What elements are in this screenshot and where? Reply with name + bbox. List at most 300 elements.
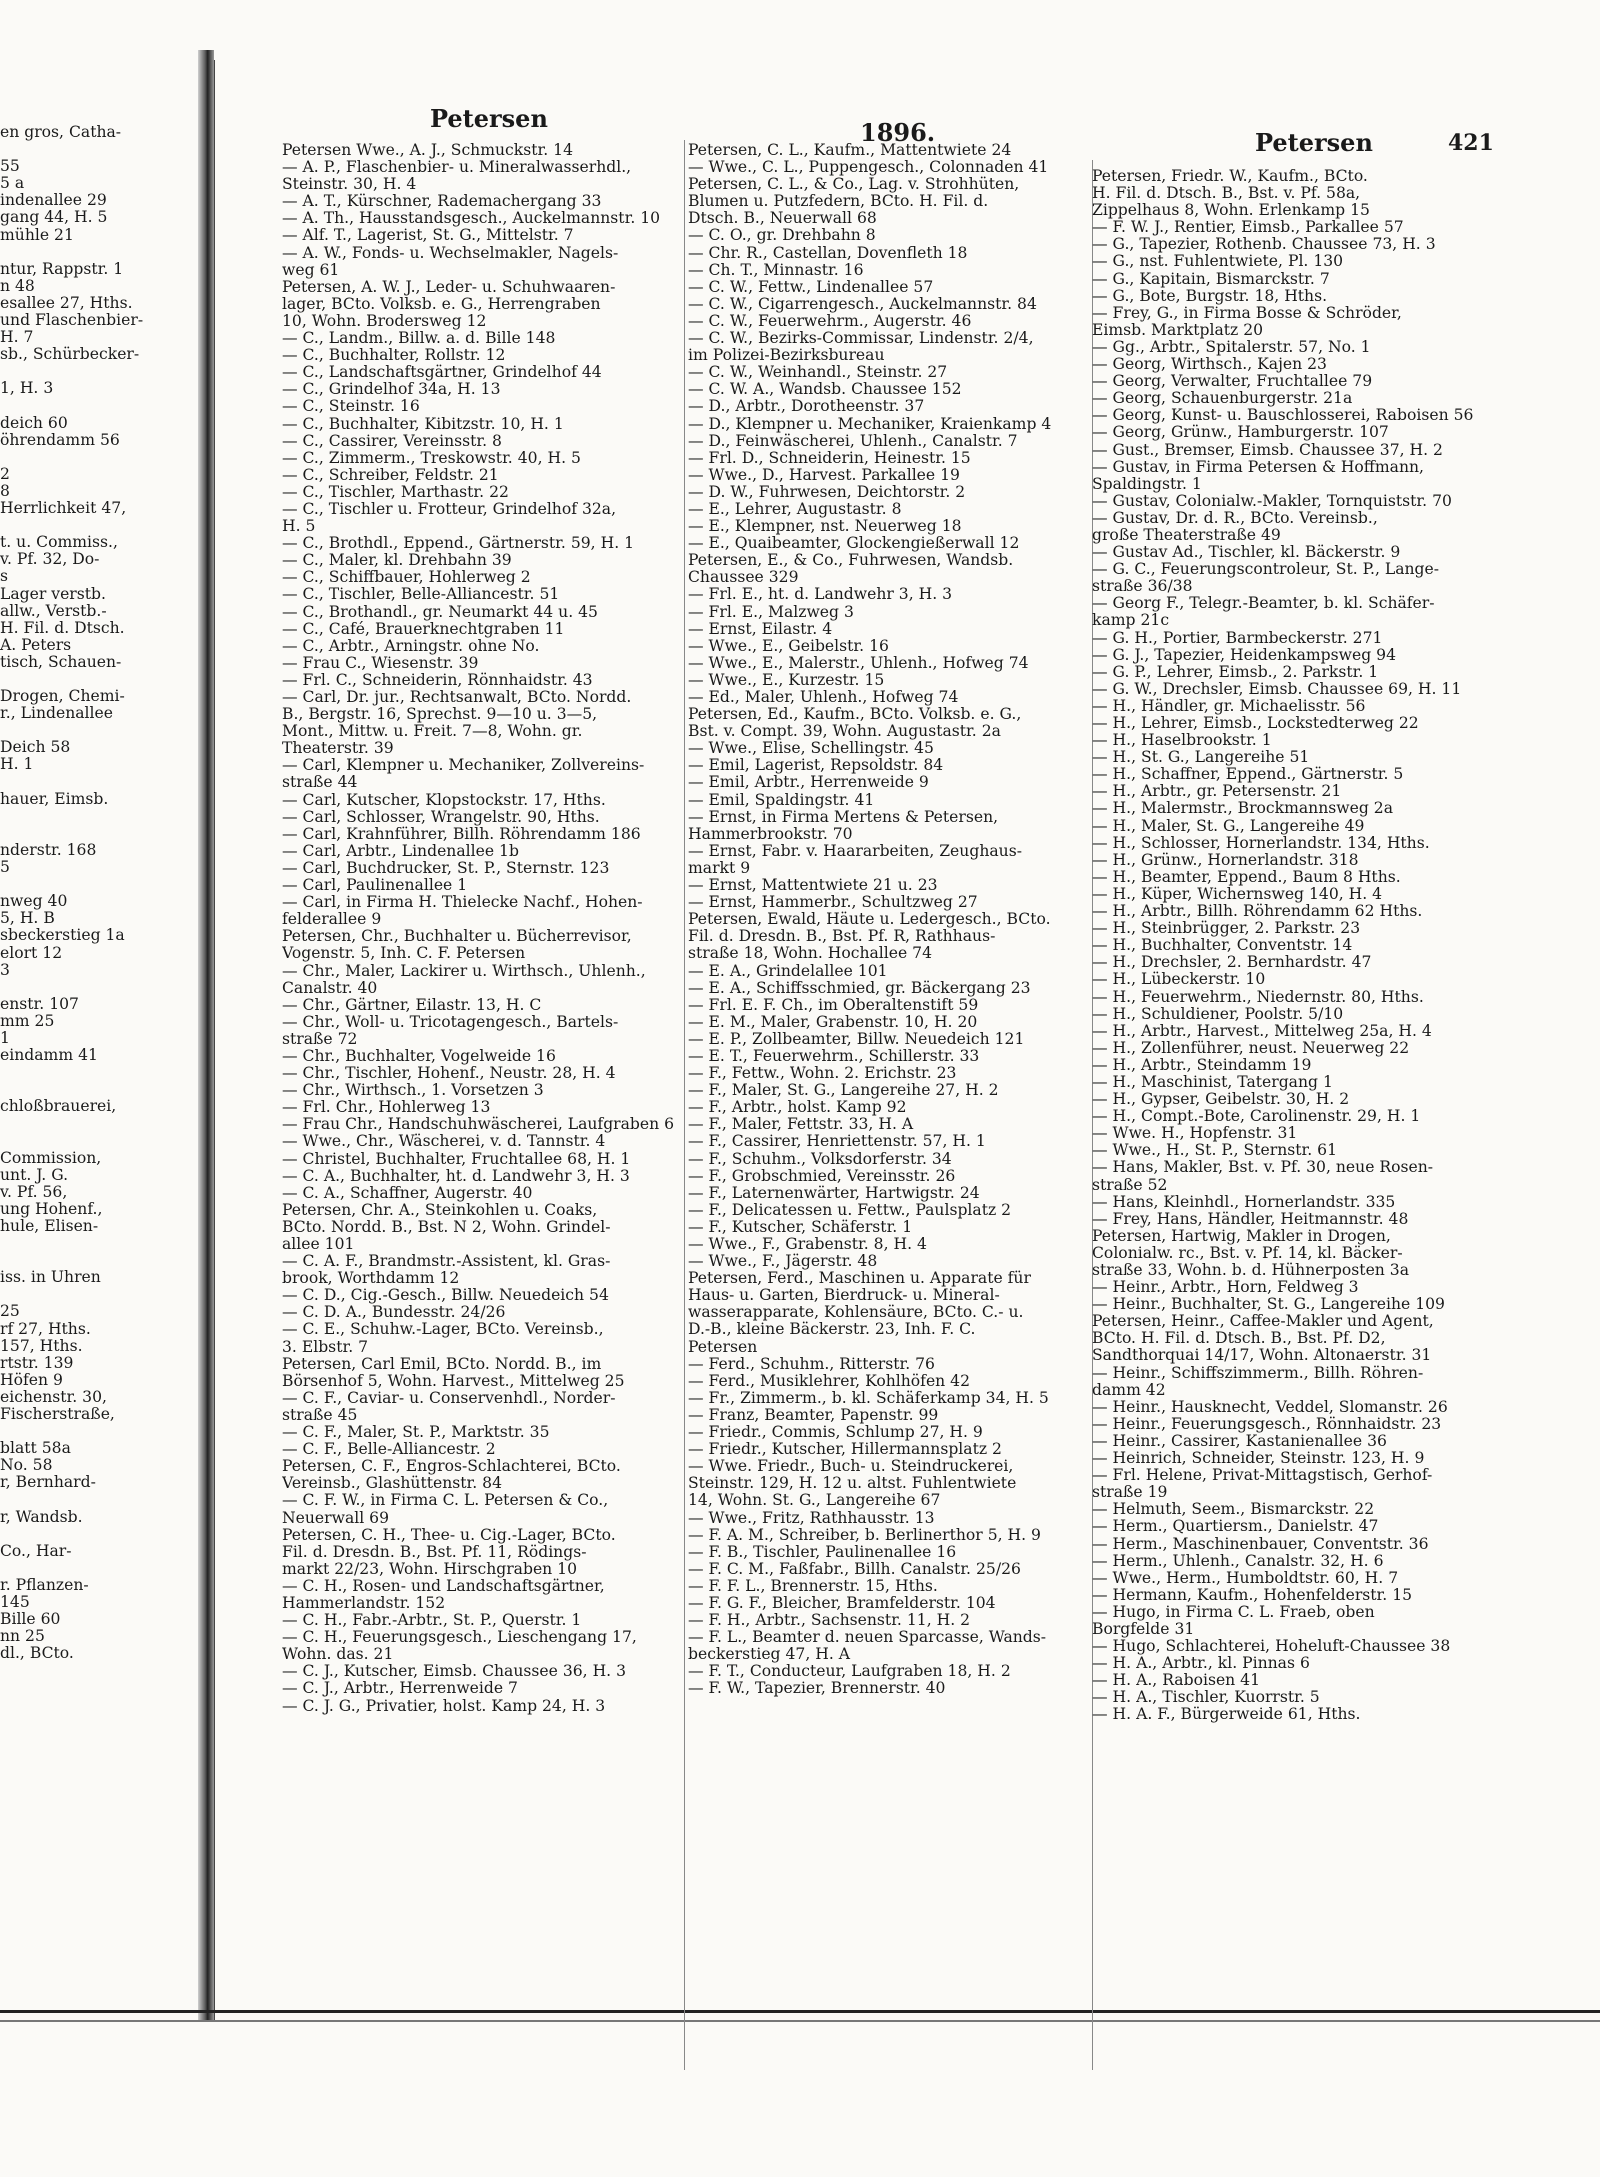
directory-entry-line: — Heinr., Buchhalter, St. G., Langereihe 109 [1092, 1295, 1445, 1314]
directory-entry-line: Fischerstraße, [0, 1405, 115, 1424]
directory-entry-line: — C. W., Weinhandl., Steinstr. 27 [688, 363, 948, 382]
directory-entry-line: — H., Steinbrügger, 2. Parkstr. 23 [1092, 919, 1361, 938]
directory-entry-line: Lager verstb. [0, 584, 106, 603]
directory-entry-line: Petersen, A. W. J., Leder- u. Schuhwaaren- [282, 277, 616, 296]
directory-entry-line [0, 876, 196, 893]
directory-entry-line: — C. E., Schuhw.-Lager, BCto. Vereinsb., [282, 1320, 604, 1339]
directory-entry-line: — D. W., Fuhrwesen, Deichtorstr. 2 [688, 482, 966, 501]
directory-entry-line: v. Pf. 32, Do- [0, 550, 100, 569]
directory-entry-line: hauer, Eimsb. [0, 789, 109, 808]
directory-entry-line: — H. A., Raboisen 41 [1092, 1671, 1261, 1690]
directory-entry-line: Vogenstr. 5, Inh. C. F. Petersen [282, 944, 526, 963]
directory-entry-line: 10, Wohn. Brodersweg 12 [282, 311, 487, 330]
directory-entry-line: — Ernst, in Firma Mertens & Petersen, [688, 807, 999, 826]
directory-entry-line: — C. A., Buchhalter, ht. d. Landwehr 3, H. 3 [282, 1166, 630, 1185]
directory-entry-line: A. Peters [0, 635, 72, 654]
directory-entry-line: — H., Haselbrookstr. 1 [1092, 731, 1272, 750]
directory-entry-line: — Wwe., H., St. P., Sternstr. 61 [1092, 1141, 1337, 1160]
directory-entry-line: — C. D., Cig.-Gesch., Billw. Neuedeich 54 [282, 1286, 609, 1305]
directory-entry-line: — Gustav, Colonialw.-Makler, Tornquiststr. 70 [1092, 491, 1452, 510]
directory-entry-line: dl., BCto. [0, 1644, 74, 1663]
directory-entry-line: 3 [0, 960, 10, 979]
directory-entry-line: — Ferd., Musiklehrer, Kohlhöfen 42 [688, 1371, 971, 1390]
directory-entry-line: B., Bergstr. 16, Sprechst. 9—10 u. 3—5, [282, 705, 598, 724]
directory-entry-line: hule, Elisen- [0, 1217, 99, 1235]
directory-entry-line: deich 60 [0, 413, 68, 432]
directory-entry-line: 5, H. B [0, 909, 55, 928]
directory-entry-line: — F. W., Tapezier, Brennerstr. 40 [688, 1679, 946, 1698]
directory-entry-line: — F., Schuhm., Volksdorferstr. 34 [688, 1149, 952, 1168]
directory-entry-line: — Fr., Zimmerm., b. kl. Schäferkamp 34, H. 5 [688, 1388, 1049, 1407]
directory-entry-line: Bst. v. Compt. 39, Wohn. Augustastr. 2a [688, 722, 1001, 741]
directory-entry-line: — Frl. E., ht. d. Landwehr 3, H. 3 [688, 585, 953, 604]
directory-entry-line: — Chr., Buchhalter, Vogelweide 16 [282, 1046, 556, 1065]
directory-column-2 [688, 142, 1100, 1698]
directory-entry-line: — Wwe. H., Hopfenstr. 31 [1092, 1124, 1298, 1143]
directory-entry-line: — C., Steinstr. 16 [282, 397, 420, 416]
directory-entry-line: — Helmuth, Seem., Bismarckstr. 22 [1092, 1500, 1375, 1519]
directory-entry-line: weg 61 [282, 260, 340, 279]
directory-entry-line: eindamm 41 [0, 1046, 98, 1065]
directory-entry-line: H. 7 [0, 328, 34, 347]
directory-entry-line: Steinstr. 30, H. 4 [282, 175, 417, 194]
directory-entry-line: brook, Worthdamm 12 [282, 1269, 460, 1288]
directory-entry-line: — Wwe., Chr., Wäscherei, v. d. Tannstr. 4 [282, 1132, 606, 1151]
directory-entry-line [0, 1492, 196, 1509]
directory-entry-line: — H., Küper, Wichernsweg 140, H. 4 [1092, 884, 1383, 903]
directory-entry-line: — H., Schaffner, Eppend., Gärtnerstr. 5 [1092, 765, 1404, 784]
directory-entry-line: — H., Maler, St. G., Langereihe 49 [1092, 816, 1365, 835]
directory-entry-line: Borgfelde 31 [1092, 1619, 1195, 1638]
directory-entry-line: allw., Verstb.- [0, 601, 107, 620]
directory-entry-line: — H., Lehrer, Eimsb., Lockstedterweg 22 [1092, 714, 1419, 732]
directory-entry-line: Canalstr. 40 [282, 978, 378, 997]
directory-entry-line: 55 [0, 157, 20, 176]
right-running-head: Petersen [1255, 128, 1373, 157]
directory-entry-line: — F., Grobschmied, Vereinsstr. 26 [688, 1166, 956, 1185]
directory-entry-line [0, 1064, 196, 1081]
directory-entry-line: Steinstr. 129, H. 12 u. altst. Fuhlentwiete [688, 1474, 1017, 1493]
directory-entry-line: — Ernst, Hammerbr., Schultzweg 27 [688, 893, 978, 912]
directory-entry-line: — Hugo, Schlachterei, Hoheluft-Chaussee 38 [1092, 1637, 1451, 1656]
directory-entry-line: — F. C. M., Faßfabr., Billh. Canalstr. 25/26 [688, 1559, 1021, 1578]
directory-entry-line: wasserapparate, Kohlensäure, BCto. C.- u. [688, 1303, 1024, 1322]
directory-entry-line: markt 22/23, Wohn. Hirschgraben 10 [282, 1559, 578, 1578]
directory-entry-line: — Heinr., Hausknecht, Veddel, Slomanstr. 26 [1092, 1397, 1448, 1416]
directory-entry-line: BCto. H. Fil. d. Dtsch. B., Bst. Pf. D2, [1092, 1329, 1386, 1348]
directory-entry-line: D.-B., kleine Bäckerstr. 23, Inh. F. C. [688, 1320, 976, 1339]
directory-entry-line: — Georg F., Telegr.-Beamter, b. kl. Schäfer- [1092, 594, 1435, 613]
directory-column-3 [1092, 168, 1492, 1724]
directory-entry-line: straße 33, Wohn. b. d. Hühnerposten 3a [1092, 1261, 1410, 1279]
directory-entry-line: H. 5 [282, 517, 316, 536]
left-running-head: Petersen [430, 104, 548, 133]
directory-entry-line: — Gustav, Dr. d. R., BCto. Vereinsb., [1092, 508, 1378, 527]
page-edge-line [214, 60, 215, 2020]
directory-entry-line: v. Pf. 56, [0, 1182, 68, 1201]
directory-entry-line: No. 58 [0, 1456, 53, 1475]
directory-entry-line: Zippelhaus 8, Wohn. Erlenkamp 15 [1092, 201, 1370, 220]
directory-entry-line: Fil. d. Dresdn. B., Bst. Pf. R, Rathhaus- [688, 927, 996, 946]
directory-entry-line: Spaldingstr. 1 [1092, 474, 1202, 493]
directory-entry-line: — Hans, Kleinhdl., Hornerlandstr. 335 [1092, 1192, 1396, 1211]
directory-entry-line: markt 9 [688, 858, 751, 877]
left-page-fragment [0, 124, 196, 1662]
directory-entry-line: BCto. Nordd. B., Bst. N 2, Wohn. Grindel- [282, 1217, 611, 1236]
directory-entry-line: — Frey, Hans, Händler, Heitmannstr. 48 [1092, 1209, 1409, 1228]
directory-entry-line: — F., Laternenwärter, Hartwigstr. 24 [688, 1183, 980, 1202]
directory-entry-line: — Wwe., D., Harvest. Parkallee 19 [688, 465, 960, 484]
directory-entry-line: Blumen u. Putzfedern, BCto. H. Fil. d. [688, 192, 989, 211]
directory-entry-line: — H., Arbtr., gr. Petersenstr. 21 [1092, 782, 1342, 801]
directory-entry-line: Hammerlandstr. 152 [282, 1593, 446, 1612]
directory-entry-line: — F., Maler, Fettstr. 33, H. A [688, 1115, 914, 1134]
directory-entry-line: sb., Schürbecker- [0, 345, 140, 364]
directory-entry-line: beckerstieg 47, H. A [688, 1645, 851, 1664]
directory-entry-line: — C. H., Rosen- und Landschaftsgärtner, [282, 1576, 605, 1595]
bottom-edge-rule [0, 2010, 1600, 2013]
directory-entry-line [0, 1526, 196, 1543]
directory-entry-line: — C. W. A., Wandsb. Chaussee 152 [688, 380, 962, 399]
directory-entry-line: straße 19 [1092, 1483, 1168, 1502]
directory-entry-line: — E., Quaibeamter, Glockengießerwall 12 [688, 534, 1020, 553]
directory-entry-line: — Carl, Krahnführer, Billh. Röhrendamm 186 [282, 824, 641, 843]
directory-entry-line: — Frl. Helene, Privat-Mittagstisch, Gerhof- [1092, 1466, 1433, 1485]
directory-entry-line: — Chr., Tischler, Hohenf., Neustr. 28, H. 4 [282, 1064, 616, 1083]
directory-entry-line: — G., Kapitain, Bismarckstr. 7 [1092, 269, 1330, 288]
directory-entry-line: — A. W., Fonds- u. Wechselmakler, Nagels- [282, 243, 619, 262]
directory-entry-line: Petersen, Chr., Buchhalter u. Bücherrevisor, [282, 927, 632, 946]
directory-entry-line: — Heinr., Schiffszimmerm., Billh. Röhren- [1092, 1363, 1424, 1382]
directory-entry-line: — F. H., Arbtr., Sachsenstr. 11, H. 2 [688, 1611, 971, 1630]
directory-entry-line: — C. F. W., in Firma C. L. Petersen & Co., [282, 1491, 609, 1510]
directory-entry-line: — E. T., Feuerwehrm., Schillerstr. 33 [688, 1046, 980, 1065]
directory-entry-line: — F., Maler, St. G., Langereihe 27, H. 2 [688, 1081, 999, 1100]
directory-entry-line: — H., Zollenführer, neust. Neuerweg 22 [1092, 1038, 1410, 1057]
directory-entry-line: 8 [0, 481, 10, 500]
directory-entry-line: Börsenhof 5, Wohn. Harvest., Mittelweg 25 [282, 1371, 625, 1390]
directory-entry-line: — Heinr., Feuerungsgesch., Rönnhaidstr. 23 [1092, 1414, 1442, 1433]
directory-entry-line: — G. P., Lehrer, Eimsb., 2. Parkstr. 1 [1092, 662, 1379, 681]
directory-entry-line: — Carl, Klempner u. Mechaniker, Zollvereins- [282, 756, 645, 775]
directory-entry-line: — F., Fettw., Wohn. 2. Erichstr. 23 [688, 1064, 957, 1083]
directory-entry-line [0, 1560, 196, 1577]
directory-entry-line: lager, BCto. Volksb. e. G., Herrengraben [282, 294, 601, 313]
directory-entry-line: — G. C., Feuerungscontroleur, St. P., Lange- [1092, 560, 1440, 579]
directory-entry-line [0, 517, 196, 534]
directory-entry-line: — E., Klempner, nst. Neuerweg 18 [688, 517, 962, 536]
directory-entry-line: — Chr., Gärtner, Eilastr. 13, H. C [282, 995, 542, 1014]
directory-entry-line: blatt 58a [0, 1439, 71, 1458]
directory-entry-line: Petersen, Chr. A., Steinkohlen u. Coaks, [282, 1200, 598, 1219]
directory-entry-line: Petersen, Friedr. W., Kaufm., BCto. [1092, 168, 1368, 185]
directory-entry-line: — H., Maschinist, Tatergang 1 [1092, 1072, 1333, 1091]
directory-entry-line: enstr. 107 [0, 994, 79, 1013]
directory-entry-line: — D., Klempner u. Mechaniker, Kraienkamp 4 [688, 414, 1052, 433]
directory-entry-line [0, 449, 196, 466]
directory-entry-line [0, 808, 196, 825]
directory-entry-line: Drogen, Chemi- [0, 687, 125, 706]
directory-entry-line: — H., Buchhalter, Conventstr. 14 [1092, 936, 1353, 955]
year-heading: 1896. [860, 118, 936, 147]
directory-entry-line: — Wwe., E., Geibelstr. 16 [688, 636, 889, 655]
directory-entry-line: — Heinr., Arbtr., Horn, Feldweg 3 [1092, 1278, 1359, 1297]
directory-entry-line: — Georg, Verwalter, Fruchtallee 79 [1092, 372, 1373, 391]
directory-entry-line: — Wwe., C. L., Puppengesch., Colonnaden 41 [688, 158, 1049, 177]
directory-entry-line: straße 36/38 [1092, 577, 1193, 596]
directory-entry-line: rf 27, Hths. [0, 1319, 91, 1338]
directory-entry-line: 145 [0, 1593, 30, 1612]
directory-entry-line: 25 [0, 1302, 20, 1321]
directory-entry-line: — Ferd., Schuhm., Ritterstr. 76 [688, 1354, 935, 1373]
directory-entry-line: Herrlichkeit 47, [0, 499, 127, 518]
directory-entry-line: mm 25 [0, 1011, 55, 1030]
directory-entry-line: Bille 60 [0, 1610, 61, 1629]
directory-entry-line: Petersen, C. L., & Co., Lag. v. Strohhüten, [688, 175, 1020, 194]
directory-entry-line: — Frl. D., Schneiderin, Heinestr. 15 [688, 448, 971, 467]
directory-entry-line: 1 [0, 1028, 10, 1047]
directory-entry-line: Neuerwall 69 [282, 1508, 390, 1527]
directory-entry-line: — C. J., Arbtr., Herrenweide 7 [282, 1679, 518, 1698]
directory-entry-line: — C. H., Fabr.-Arbtr., St. P., Querstr. 1 [282, 1611, 582, 1630]
directory-entry-line: — F. L., Beamter d. neuen Sparcasse, Wands- [688, 1628, 1047, 1647]
directory-entry-line: — Heinrich, Schneider, Steinstr. 123, H. 9 [1092, 1449, 1425, 1468]
directory-entry-line: Petersen, Carl Emil, BCto. Nordd. B., im [282, 1354, 602, 1373]
directory-entry-line: — Franz, Beamter, Papenstr. 99 [688, 1405, 939, 1424]
directory-entry-line: — Christel, Buchhalter, Fruchtallee 68, H. 1 [282, 1149, 631, 1168]
directory-entry-line: Petersen, E., & Co., Fuhrwesen, Wandsb. [688, 551, 1014, 570]
directory-entry-line: — Wwe., F., Jägerstr. 48 [688, 1252, 878, 1271]
directory-entry-line: straße 72 [282, 1029, 358, 1048]
directory-entry-line: — Wwe., F., Grabenstr. 8, H. 4 [688, 1235, 927, 1253]
directory-entry-line: ung Hohenf., [0, 1199, 103, 1218]
directory-entry-line: — Frl. E., Malzweg 3 [688, 602, 854, 621]
directory-entry-line: — Chr., Maler, Lackirer u. Wirthsch., Uhlenh., [282, 961, 646, 980]
directory-entry-line: — Emil, Arbtr., Herrenweide 9 [688, 773, 929, 792]
directory-entry-line: r, Bernhard- [0, 1473, 96, 1492]
directory-entry-line: — Frl. C., Schneiderin, Rönnhaidstr. 43 [282, 670, 593, 689]
directory-entry-line: — Carl, Schlosser, Wrangelstr. 90, Hths. [282, 807, 600, 826]
directory-entry-line: chloßbrauerei, [0, 1097, 117, 1116]
directory-entry-line: — C. F., Caviar- u. Conservenhdl., Norder- [282, 1388, 616, 1407]
directory-entry-line: Deich 58 [0, 738, 71, 757]
directory-entry-line: eichenstr. 30, [0, 1387, 107, 1406]
directory-entry-line: straße 18, Wohn. Hochallee 74 [688, 944, 933, 963]
directory-entry-line: rtstr. 139 [0, 1353, 74, 1372]
bottom-edge-rule-secondary [0, 2020, 1600, 2022]
directory-entry-line: nweg 40 [0, 892, 68, 911]
directory-entry-line: große Theaterstraße 49 [1092, 525, 1281, 544]
directory-entry-line: — Chr., Woll- u. Tricotagengesch., Bartels- [282, 1012, 619, 1031]
directory-entry-line: — C., Schreiber, Feldstr. 21 [282, 465, 499, 484]
directory-entry-line [0, 398, 196, 415]
directory-entry-line [0, 774, 196, 791]
directory-entry-line: — A. Th., Hausstandsgesch., Auckelmannstr. 10 [282, 209, 661, 228]
directory-entry-line: — C. J. G., Privatier, holst. Kamp 24, H. 3 [282, 1696, 606, 1715]
directory-entry-line: Petersen, C. H., Thee- u. Cig.-Lager, BCto. [282, 1525, 616, 1544]
directory-entry-line: — H., Lübeckerstr. 10 [1092, 970, 1266, 989]
directory-entry-line: — C., Brothdl., Eppend., Gärtnerstr. 59, H. 1 [282, 534, 635, 553]
directory-entry-line: elort 12 [0, 943, 63, 962]
directory-entry-line: — Alf. T., Lagerist, St. G., Mittelstr. 7 [282, 226, 574, 245]
directory-entry-line: — Wwe., Fritz, Rathhausstr. 13 [688, 1508, 935, 1527]
directory-entry-line: damm 42 [1092, 1380, 1166, 1399]
directory-entry-line: allee 101 [282, 1235, 355, 1253]
directory-entry-line: — Wwe. Friedr., Buch- u. Steindruckerei, [688, 1457, 1014, 1476]
directory-entry-line [0, 1235, 196, 1252]
directory-entry-line: — Carl, Buchdrucker, St. P., Sternstr. 123 [282, 858, 610, 877]
directory-entry-line: — Herm., Uhlenh., Canalstr. 32, H. 6 [1092, 1551, 1384, 1570]
directory-entry-line: — Emil, Lagerist, Repsoldstr. 84 [688, 756, 944, 775]
directory-entry-line [0, 141, 196, 158]
directory-entry-line: — Gust., Bremser, Eimsb. Chaussee 37, H. 2 [1092, 440, 1443, 459]
directory-entry-line: — C. A., Schaffner, Augerstr. 40 [282, 1183, 533, 1202]
directory-entry-line: nn 25 [0, 1627, 45, 1646]
directory-entry-line: Petersen, C. F., Engros-Schlachterei, BCto. [282, 1457, 621, 1476]
directory-entry-line: — Carl, in Firma H. Thielecke Nachf., Hohen- [282, 893, 643, 912]
directory-entry-line: — C. D. A., Bundesstr. 24/26 [282, 1303, 506, 1322]
directory-entry-line: — H. A. F., Bürgerweide 61, Hths. [1092, 1705, 1361, 1724]
directory-entry-line: — E., Lehrer, Augustastr. 8 [688, 499, 902, 518]
directory-entry-line: — Gustav Ad., Tischler, kl. Bäckerstr. 9 [1092, 543, 1401, 562]
directory-entry-line [0, 825, 196, 842]
directory-entry-line: 3. Elbstr. 7 [282, 1337, 369, 1356]
directory-entry-line: — E. P., Zollbeamter, Billw. Neuedeich 121 [688, 1029, 1025, 1048]
directory-entry-line: r, Wandsb. [0, 1507, 83, 1526]
directory-entry-line: — E. A., Schiffsschmied, gr. Bäckergang 23 [688, 978, 1031, 997]
directory-entry-line: Fil. d. Dresdn. B., Bst. Pf. 11, Rödings- [282, 1542, 587, 1561]
directory-entry-line: — H., Gypser, Geibelstr. 30, H. 2 [1092, 1090, 1350, 1109]
directory-entry-line: — Hugo, in Firma C. L. Fraeb, oben [1092, 1602, 1375, 1621]
directory-entry-line: — C. A. F., Brandmstr.-Assistent, kl. Gras- [282, 1252, 611, 1271]
directory-entry-line: — Georg, Schauenburgerstr. 21a [1092, 389, 1353, 408]
directory-entry-line: Commission, [0, 1148, 102, 1167]
directory-entry-line: mühle 21 [0, 225, 74, 244]
directory-entry-line: s [0, 567, 9, 586]
directory-entry-line: — F. A. M., Schreiber, b. Berlinerthor 5, H. 9 [688, 1525, 1041, 1544]
directory-entry-line: — G. J., Tapezier, Heidenkampsweg 94 [1092, 645, 1397, 664]
directory-entry-line: — Emil, Spaldingstr. 41 [688, 790, 875, 809]
directory-entry-line: gang 44, H. 5 [0, 208, 108, 227]
directory-entry-line: straße 44 [282, 773, 358, 792]
directory-entry-line [0, 1115, 196, 1132]
directory-entry-line: — F., Arbtr., holst. Kamp 92 [688, 1098, 907, 1117]
directory-entry-line: — Carl, Kutscher, Klopstockstr. 17, Hths. [282, 790, 606, 809]
directory-entry-line: nderstr. 168 [0, 840, 97, 859]
directory-entry-line: — H., Compt.-Bote, Carolinenstr. 29, H. 1 [1092, 1107, 1421, 1126]
directory-entry-line: — Friedr., Commis, Schlump 27, H. 9 [688, 1423, 983, 1442]
directory-entry-line: Haus- u. Garten, Bierdruck- u. Mineral- [688, 1286, 1000, 1305]
directory-entry-line: — F. B., Tischler, Paulinenallee 16 [688, 1542, 957, 1561]
directory-entry-line: — C. H., Feuerungsgesch., Lieschengang 17, [282, 1628, 637, 1647]
directory-entry-line: im Polizei-Bezirksbureau [688, 346, 885, 365]
directory-entry-line: Petersen, Ferd., Maschinen u. Apparate für [688, 1269, 1031, 1288]
directory-entry-line: ntur, Rappstr. 1 [0, 259, 124, 278]
directory-entry-line: n 48 [0, 276, 35, 295]
directory-entry-line: Mont., Mittw. u. Freit. 7—8, Wohn. gr. [282, 722, 583, 741]
page-number: 421 [1448, 130, 1494, 156]
directory-entry-line: Sandthorquai 14/17, Wohn. Altonaerstr. 31 [1092, 1346, 1432, 1365]
directory-entry-line: — Hans, Makler, Bst. v. Pf. 30, neue Rosen- [1092, 1158, 1434, 1177]
directory-entry-line: t. u. Commiss., [0, 533, 118, 552]
directory-entry-line: straße 45 [282, 1405, 358, 1424]
directory-entry-line: — C., Arbtr., Arningstr. ohne No. [282, 636, 540, 655]
directory-entry-line: H. 1 [0, 755, 34, 774]
directory-entry-line: — F. F. L., Brennerstr. 15, Hths. [688, 1576, 938, 1595]
directory-entry-line: kamp 21c [1092, 611, 1170, 630]
directory-entry-line: — D., Feinwäscherei, Uhlenh., Canalstr. 7 [688, 431, 1018, 450]
directory-entry-line: — Ernst, Eilastr. 4 [688, 619, 833, 638]
directory-entry-line: — E. M., Maler, Grabenstr. 10, H. 20 [688, 1012, 978, 1031]
directory-entry-line: — H., Arbtr., Billh. Röhrendamm 62 Hths. [1092, 902, 1423, 921]
directory-entry-line: — C., Landm., Billw. a. d. Bille 148 [282, 329, 556, 348]
directory-entry-line: Petersen, Ewald, Häute u. Ledergesch., BCto. [688, 910, 1051, 929]
directory-entry-line: felderallee 9 [282, 910, 382, 929]
directory-entry-line: — C., Tischler u. Frotteur, Grindelhof 32a, [282, 499, 617, 518]
directory-entry-line: — G., nst. Fuhlentwiete, Pl. 130 [1092, 252, 1344, 271]
directory-entry-line: — Carl, Dr. jur., Rechtsanwalt, BCto. Nordd. [282, 688, 632, 706]
directory-entry-line: — Georg, Wirthsch., Kajen 23 [1092, 355, 1327, 374]
directory-entry-line: Höfen 9 [0, 1370, 63, 1389]
directory-entry-line: — C., Zimmerm., Treskowstr. 40, H. 5 [282, 448, 581, 467]
directory-entry-line: — Frey, G., in Firma Bosse & Schröder, [1092, 303, 1402, 322]
directory-entry-line: — C. W., Fettw., Lindenallee 57 [688, 277, 934, 296]
directory-entry-line [0, 979, 196, 996]
directory-entry-line: 2 [0, 464, 10, 483]
directory-entry-line: — Friedr., Kutscher, Hillermannsplatz 2 [688, 1440, 1002, 1459]
directory-entry-line: — C., Tischler, Belle-Alliancestr. 51 [282, 585, 560, 604]
directory-entry-line: — Ch. T., Minnastr. 16 [688, 260, 864, 279]
directory-entry-line: — C. W., Bezirks-Commissar, Lindenstr. 2/4, [688, 329, 1034, 348]
directory-entry-line [0, 1133, 196, 1150]
directory-entry-line [0, 1252, 196, 1269]
directory-entry-line: — H., Malermstr., Brockmannsweg 2a [1092, 799, 1394, 818]
directory-entry-line: — Chr. R., Castellan, Dovenfleth 18 [688, 243, 968, 262]
directory-entry-line: — F., Cassirer, Henriettenstr. 57, H. 1 [688, 1132, 986, 1151]
book-spine-shadow [198, 50, 214, 2020]
directory-entry-line: — H., Beamter, Eppend., Baum 8 Hths. [1092, 867, 1401, 886]
directory-entry-line: — Frl. Chr., Hohlerweg 13 [282, 1098, 491, 1117]
directory-entry-line: — C., Maler, kl. Drehbahn 39 [282, 551, 512, 570]
directory-entry-line [0, 1423, 196, 1440]
directory-entry-line: — C., Buchhalter, Kibitzstr. 10, H. 1 [282, 414, 564, 433]
directory-entry-line: esallee 27, Hths. [0, 293, 133, 312]
directory-entry-line: — Georg, Kunst- u. Bauschlosserei, Raboisen 56 [1092, 406, 1474, 425]
directory-entry-line: — Frau Chr., Handschuhwäscherei, Laufgraben 6 [282, 1115, 675, 1134]
directory-entry-line: — Carl, Arbtr., Lindenallee 1b [282, 841, 519, 860]
directory-entry-line: — C., Buchhalter, Rollstr. 12 [282, 346, 506, 365]
directory-entry-line: — H., Händler, gr. Michaelisstr. 56 [1092, 696, 1366, 715]
directory-entry-line: Chaussee 329 [688, 568, 799, 587]
directory-entry-line: — Ernst, Fabr. v. Haararbeiten, Zeughaus- [688, 841, 1022, 860]
directory-entry-line: — Hermann, Kaufm., Hohenfelderstr. 15 [1092, 1585, 1413, 1604]
directory-entry-line: — F. W. J., Rentier, Eimsb., Parkallee 57 [1092, 218, 1404, 237]
directory-entry-line: — H. A., Tischler, Kuorrstr. 5 [1092, 1688, 1320, 1707]
directory-entry-line: — H., Arbtr., Steindamm 19 [1092, 1055, 1312, 1074]
directory-entry-line: — H., Drechsler, 2. Bernhardstr. 47 [1092, 953, 1372, 972]
directory-entry-line: — Chr., Wirthsch., 1. Vorsetzen 3 [282, 1081, 544, 1100]
directory-entry-line: — F., Delicatessen u. Fettw., Paulsplatz 2 [688, 1200, 1012, 1219]
directory-entry-line: — H. A., Arbtr., kl. Pinnas 6 [1092, 1654, 1310, 1673]
directory-entry-line: — C. F., Maler, St. P., Marktstr. 35 [282, 1423, 550, 1442]
directory-entry-line: 5 a [0, 174, 25, 193]
directory-entry-line: — C. W., Cigarrengesch., Auckelmannstr. 84 [688, 294, 1037, 313]
directory-entry-line: — Carl, Paulinenallee 1 [282, 876, 468, 895]
directory-entry-line: — C., Cassirer, Vereinsstr. 8 [282, 431, 502, 450]
directory-entry-line: — C. F., Belle-Alliancestr. 2 [282, 1440, 496, 1459]
directory-entry-line: — C. O., gr. Drehbahn 8 [688, 226, 876, 245]
directory-entry-line: Colonialw. rc., Bst. v. Pf. 14, kl. Bäcker- [1092, 1243, 1403, 1262]
